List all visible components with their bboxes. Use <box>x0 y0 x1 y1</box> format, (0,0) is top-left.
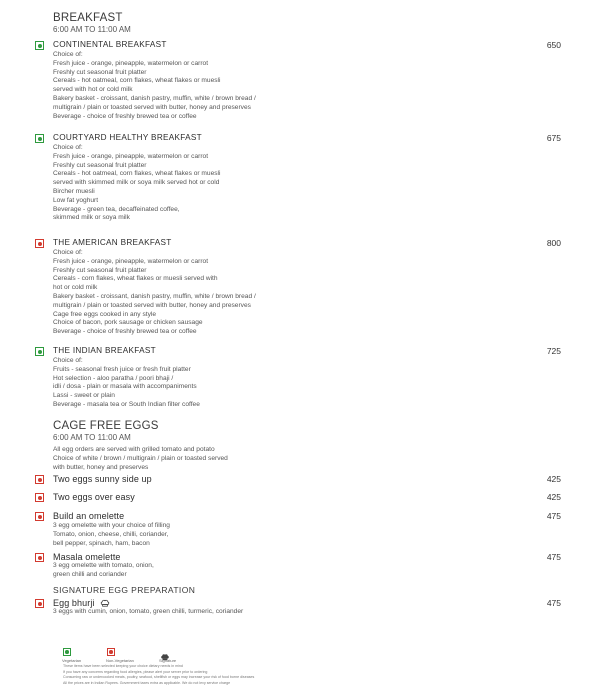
signature-item-name: Egg bhurji <box>53 598 95 608</box>
eggs-section-title: CAGE FREE EGGS <box>53 420 159 432</box>
item-name: Two eggs over easy <box>53 492 135 502</box>
nonveg-mark-icon <box>35 475 44 484</box>
breakfast-section-title: BREAKFAST <box>53 12 123 24</box>
veg-mark-icon <box>63 648 71 656</box>
item-price: 650 <box>546 40 561 50</box>
description-line: Choice of: <box>53 249 83 256</box>
description-line: Tomato, onion, cheese, chilli, coriander, <box>53 530 169 538</box>
veg-mark-icon <box>35 347 44 356</box>
description-line: skimmed milk or soya milk <box>53 214 130 222</box>
chef-hat-icon <box>100 599 110 607</box>
item-price: 800 <box>546 238 561 248</box>
description-line: Bakery basket - croissant, danish pastry, muffin, white / brown bread / <box>53 292 256 300</box>
description-line: multigrain / plain or toasted served with butter, honey and preserves <box>53 301 251 309</box>
nonveg-mark-icon <box>35 553 44 562</box>
description-line: Bircher muesli <box>53 187 95 195</box>
nonveg-mark-icon <box>35 512 44 521</box>
description-line: Low fat yoghurt <box>53 196 99 204</box>
legend-label: Non-Vegetarian <box>106 658 134 663</box>
note-line: Choice of white / brown / multigrain / plain or toasted served <box>53 454 228 462</box>
item-name <box>53 598 110 608</box>
item-name: THE AMERICAN BREAKFAST <box>53 238 172 247</box>
description-line: Cereals - hot oatmeal, corn flakes, wheat flakes or muesli <box>53 77 221 85</box>
legend-label: Signature <box>159 658 177 663</box>
description-line: Choice of bacon, pork sausage or chicken sausage <box>53 319 203 327</box>
description-line: multigrain / plain or toasted served with butter, honey and preserves <box>53 103 251 111</box>
description-line: Choice of: <box>53 357 83 364</box>
footer-line: These items have been selected keeping your choice dietary needs in mind <box>63 664 183 668</box>
description-line: 3 eggs with cumin, onion, tomato, green chilli, turmeric, coriander <box>53 608 244 615</box>
eggs-section-time: 6:00 AM TO 11:00 AM <box>53 433 131 442</box>
description-line: Beverage - masala tea or South Indian filter coffee <box>53 400 200 408</box>
description-line: 3 egg omelette with your choice of filling <box>53 522 170 529</box>
item-description <box>53 144 220 223</box>
footer-line: Consuming raw or undercooked meats, poultry, seafood, shellfish or eggs may increase your risk of food borne diseases <box>63 675 255 680</box>
description-line: idli / dosa - plain or masala with accompaniments <box>53 383 197 391</box>
signature-section-title: SIGNATURE EGG PREPARATION <box>53 585 196 595</box>
description-line: Beverage - choice of freshly brewed tea or coffee <box>53 112 197 120</box>
item-name: Two eggs sunny side up <box>53 474 152 484</box>
footer-notes <box>63 664 254 686</box>
description-line: Fresh juice - orange, pineapple, watermelon or carrot <box>53 152 209 160</box>
item-price: 675 <box>546 133 561 143</box>
legend-label: Vegetarian <box>62 658 82 663</box>
description-line: Freshly cut seasonal fruit platter <box>53 266 147 274</box>
nonveg-mark-icon <box>35 599 44 608</box>
description-line: Freshly cut seasonal fruit platter <box>53 161 147 169</box>
item-price: 475 <box>546 552 561 562</box>
nonveg-mark-icon <box>35 239 44 248</box>
item-name: Masala omelette <box>53 552 121 562</box>
item-description <box>53 357 200 410</box>
footer-line: If you have any concerns regarding food allergies, please alert your server prior to ordering <box>63 669 208 674</box>
description-line: Fruits - seasonal fresh juice or fresh fruit platter <box>53 365 191 373</box>
description-line: 3 egg omelette with tomato, onion, <box>53 562 154 569</box>
description-line: Cage free eggs cooked in any style <box>53 310 156 318</box>
item-description <box>53 562 154 580</box>
description-line: Cereals - hot oatmeal, corn flakes, wheat flakes or muesli <box>53 170 221 178</box>
breakfast-section-time: 6:00 AM TO 11:00 AM <box>53 25 131 34</box>
nonveg-mark-icon <box>35 493 44 502</box>
item-price: 475 <box>546 598 561 608</box>
item-price: 425 <box>546 474 561 484</box>
footer-line: All the prices are in Indian Rupees. Government taxes extra as applicable. We do not levy service charge <box>63 680 231 685</box>
nonveg-mark-icon <box>107 648 115 656</box>
eggs-notes <box>53 446 228 472</box>
description-line: bell pepper, spinach, ham, bacon <box>53 539 150 547</box>
item-name: CONTINENTAL BREAKFAST <box>53 40 167 49</box>
description-line: hot or cold milk <box>53 284 98 292</box>
veg-mark-icon <box>35 134 44 143</box>
description-line: Lassi - sweet or plain <box>53 392 115 400</box>
item-name: THE INDIAN BREAKFAST <box>53 346 156 355</box>
description-line: Bakery basket - croissant, danish pastry, muffin, white / brown bread / <box>53 94 256 102</box>
item-description <box>53 51 256 121</box>
item-name: Build an omelette <box>53 511 125 521</box>
item-description <box>53 608 243 617</box>
item-price: 475 <box>546 511 561 521</box>
description-line: served with skimmed milk or soya milk served hot or cold <box>53 179 220 187</box>
item-description <box>53 522 170 548</box>
description-line: Choice of: <box>53 51 83 58</box>
description-line: served with hot or cold milk <box>53 86 133 94</box>
item-price: 725 <box>546 346 561 356</box>
description-line: Beverage - choice of freshly brewed tea or coffee <box>53 328 197 336</box>
item-description <box>53 249 256 337</box>
item-name: COURTYARD HEALTHY BREAKFAST <box>53 133 202 142</box>
description-line: Hot selection - aloo paratha / poori bhaji / <box>53 374 174 382</box>
veg-mark-icon <box>35 41 44 50</box>
note-line: with butter, honey and preserves <box>53 463 149 471</box>
description-line: Fresh juice - orange, pineapple, watermelon or carrot <box>53 59 209 67</box>
description-line: Fresh juice - orange, pineapple, watermelon or carrot <box>53 257 209 265</box>
note-line: All egg orders are served with grilled tomato and potato <box>53 446 215 453</box>
description-line: Freshly cut seasonal fruit platter <box>53 68 147 76</box>
description-line: Cereals - corn flakes, wheat flakes or muesli served with <box>53 275 218 283</box>
description-line: Beverage - green tea, decaffeinated coffee, <box>53 205 180 213</box>
description-line: green chilli and coriander <box>53 570 127 578</box>
description-line: Choice of: <box>53 144 83 151</box>
item-price: 425 <box>546 492 561 502</box>
